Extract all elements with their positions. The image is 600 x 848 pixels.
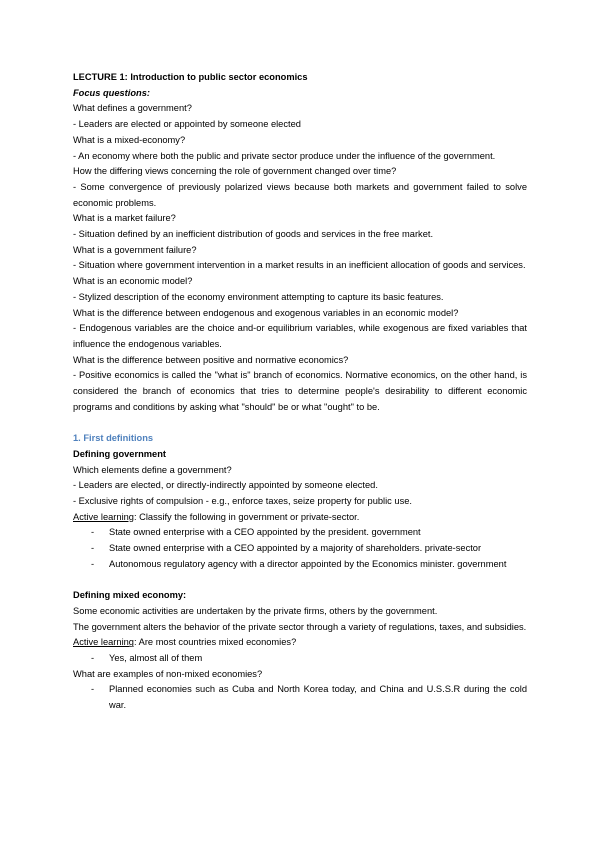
mixed-question: What are examples of non-mixed economies? [73, 668, 263, 679]
question: What is a market failure? [73, 213, 176, 224]
active-learning-label: Active learning [73, 637, 134, 648]
list-item [73, 541, 527, 557]
focus-label: Focus questions: [73, 87, 150, 98]
active-learning-prompt [73, 635, 527, 651]
dash-bullet: - [91, 684, 95, 695]
answer: - An economy where both the public and private sector produce under the influence of the government. [73, 150, 496, 161]
answer: - Stylized description of the economy environment attempting to capture its basic features. [73, 291, 444, 302]
answer: - Endogenous variables are the choice and-or equilibrium variables, while exogenous are fixed variables that influence the endogenous variables. [73, 323, 527, 349]
list-item [73, 557, 527, 573]
qa-item [73, 133, 527, 164]
subheading-mixed-economy: Defining mixed economy: [73, 590, 187, 601]
lecture-title [73, 70, 527, 86]
mixed-paragraph: The government alters the behavior of the private sector through a variety of regulations, taxes, and subsidies. [73, 621, 527, 632]
lecture-topic: : Introduction to public sector economics [124, 72, 308, 82]
list-item [73, 651, 527, 667]
section-heading: 1. First definitions [73, 433, 154, 444]
list-item [73, 682, 527, 713]
government-point: - Leaders are elected, or directly-indirectly appointed by someone elected. [73, 480, 378, 491]
dash-bullet: - [91, 652, 95, 663]
answer: - Leaders are elected or appointed by someone elected [73, 119, 301, 130]
list-item-text: Autonomous regulatory agency with a director appointed by the Economics minister. government [109, 558, 507, 569]
spacer [73, 572, 527, 588]
qa-item [73, 274, 527, 305]
question: What is the difference between positive and normative economics? [73, 354, 349, 365]
active-learning-prompt [73, 510, 527, 526]
qa-item [73, 164, 527, 211]
list-item-text: Planned economies such as Cuba and North Korea today, and China and U.S.S.R during the cold war. [109, 684, 527, 711]
question: What is a government failure? [73, 244, 197, 255]
spacer [73, 415, 527, 431]
mixed-paragraph: Some economic activities are undertaken by the private firms, others by the government. [73, 605, 438, 616]
document-page [73, 70, 527, 714]
dash-bullet: - [91, 527, 95, 538]
list-item-text: State owned enterprise with a CEO appointed by the president. government [109, 527, 421, 538]
government-question: Which elements define a government? [73, 464, 232, 475]
question: What is a mixed-economy? [73, 134, 186, 145]
question: How the differing views concerning the role of government changed over time? [73, 166, 397, 177]
list-item [73, 525, 527, 541]
lecture-number: LECTURE 1 [73, 72, 125, 82]
qa-item [73, 243, 527, 274]
list-item-text: Yes, almost all of them [109, 652, 203, 663]
dash-bullet: - [91, 543, 95, 554]
active-learning-text: : Classify the following in government or private-sector. [133, 511, 360, 522]
answer: - Situation defined by an inefficient distribution of goods and services in the free market. [73, 229, 434, 240]
qa-item [73, 306, 527, 353]
qa-item [73, 353, 527, 416]
answer: - Positive economics is called the "what is" branch of economics. Normative economics, on the other hand, is considered the branch of economics that tries to determine people's desirability to different economic programs and conditions by asking what "should" be or what "ought" to be. [73, 370, 527, 412]
qa-item [73, 211, 527, 242]
government-point: - Exclusive rights of compulsion - e.g., enforce taxes, seize property for public use. [73, 495, 412, 506]
question: What is an economic model? [73, 276, 193, 287]
qa-item [73, 101, 527, 132]
subheading-government: Defining government [73, 448, 166, 459]
answer: - Situation where government intervention in a market results in an inefficient allocation of goods and services. [73, 260, 526, 271]
dash-bullet: - [91, 558, 95, 569]
question: What defines a government? [73, 103, 192, 114]
list-item-text: State owned enterprise with a CEO appointed by a majority of shareholders. private-sector [109, 543, 482, 554]
active-learning-text: : Are most countries mixed economies? [133, 637, 297, 648]
question: What is the difference between endogenous and exogenous variables in an economic model? [73, 307, 459, 318]
active-learning-label: Active learning [73, 511, 134, 522]
answer: - Some convergence of previously polarized views because both markets and government failed to solve economic problems. [73, 181, 527, 208]
